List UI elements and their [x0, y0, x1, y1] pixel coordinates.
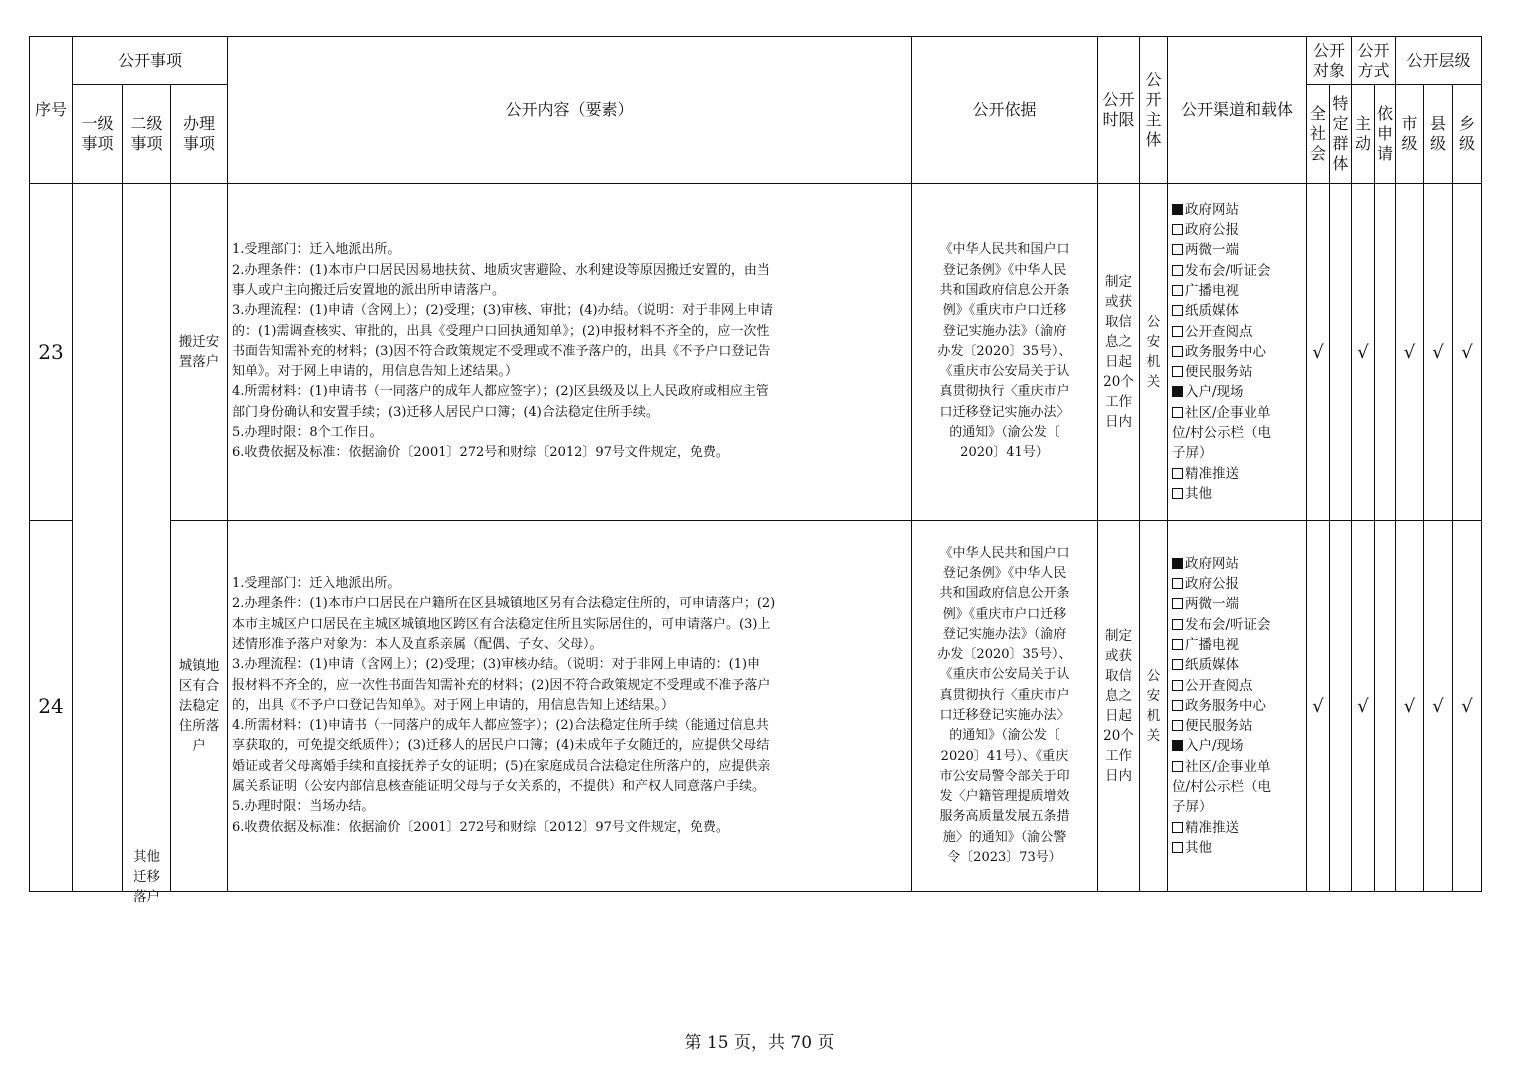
basis-cell — [912, 184, 1098, 521]
label-line: 动 — [1354, 134, 1371, 153]
header-level-city — [1396, 85, 1424, 184]
time-limit-cell — [1098, 184, 1140, 521]
checked-box-icon — [1172, 204, 1183, 215]
empty-box-icon — [1172, 842, 1183, 853]
header-level-county — [1424, 85, 1453, 184]
stacked-label — [1355, 114, 1371, 154]
text-line: 3.办理流程：(1)申请（含网上）；(2)受理；(3)审核、审批；(4)办结。（说明：对于非网上申请 — [232, 303, 774, 319]
table-row — [30, 521, 1482, 892]
empty-box-icon — [1172, 366, 1183, 377]
label-line: 安 — [1146, 687, 1161, 704]
label-line: 息之 — [1105, 687, 1132, 704]
channel-option — [1172, 716, 1306, 736]
header-public-items: 公开事项 — [73, 37, 228, 85]
level1-cell — [73, 184, 123, 892]
header-target-all — [1307, 85, 1330, 184]
channel-label: 便民服务站 — [1185, 718, 1253, 735]
text-line: 5.办理时限：8个工作日。 — [232, 425, 383, 441]
check-method-active: √ — [1352, 184, 1375, 521]
label-line: 其他 — [133, 849, 160, 865]
header-level1 — [73, 85, 123, 184]
label-line: 搬迁安 — [178, 333, 220, 350]
stacked-label — [1332, 94, 1348, 174]
label-line: 依 — [1376, 104, 1393, 123]
text-line: 4.所需材料：(1)申请书（一同落户的成年人都应签字）；(2)合法稳定住所手续（能通过信息共 — [232, 718, 769, 734]
empty-box-icon — [1172, 244, 1183, 255]
checked-box-icon — [1172, 558, 1183, 569]
stacked-label — [1310, 104, 1326, 164]
label-line: 方式 — [1357, 60, 1390, 80]
empty-box-icon — [1172, 700, 1183, 711]
empty-box-icon — [1172, 578, 1183, 589]
channel-label: 精准推送 — [1185, 819, 1239, 836]
channel-option — [1172, 736, 1306, 756]
label-line: 城镇地 — [178, 657, 220, 674]
label-line: 事项 — [182, 134, 215, 153]
header-seq: 序号 — [30, 37, 73, 184]
empty-box-icon — [1172, 598, 1183, 609]
channel-option — [1172, 403, 1306, 423]
channel-option — [1172, 615, 1306, 635]
check-method-active: √ — [1352, 521, 1375, 892]
stacked-label — [1103, 626, 1134, 786]
empty-box-icon — [1172, 720, 1183, 731]
channel-option — [1172, 777, 1306, 797]
text-line: 的：(1)需调查核实、审批的，出具《受理户口回执通知单》；(2)申报材料不齐全的，应一次性 — [232, 323, 770, 339]
handle-item — [171, 184, 228, 521]
channel-label: 纸质媒体 — [1185, 303, 1239, 320]
label-line: 机 — [1146, 353, 1161, 370]
stacked-label — [1103, 272, 1134, 432]
channel-option — [1172, 818, 1306, 838]
text-line: 2.办理条件：(1)本市户口居民在户籍所在区县城镇地区另有合法稳定住所的，可申请落户；(2) — [232, 596, 776, 612]
channel-option — [1172, 443, 1306, 463]
label-line: 公开 — [1102, 90, 1135, 109]
label-line: 取信 — [1105, 667, 1132, 684]
channel-option — [1172, 200, 1306, 220]
empty-box-icon — [1172, 346, 1183, 357]
text-line: 办发〔2020〕35号）、 — [937, 343, 1072, 359]
header-method-request — [1375, 85, 1396, 184]
label-line: 机 — [1146, 707, 1161, 724]
header-subject — [1140, 37, 1168, 184]
level2-cell — [123, 184, 171, 905]
check-target-all: √ — [1307, 521, 1330, 892]
label-line: 级 — [1401, 134, 1418, 153]
channel-label: 政府公报 — [1185, 576, 1239, 593]
channel-label: 位/村公示栏（电 — [1172, 779, 1272, 796]
text-line: 的通知》（渝公发〔 — [949, 728, 1060, 744]
channel-option — [1172, 635, 1306, 655]
channel-label: 公开查阅点 — [1185, 677, 1253, 694]
channel-option — [1172, 220, 1306, 240]
text-line: 2020〕41号） — [960, 445, 1049, 461]
label-line: 工作 — [1105, 747, 1132, 764]
check-level-town: √ — [1453, 521, 1482, 892]
check-target-specific — [1330, 184, 1352, 521]
channel-option — [1172, 838, 1306, 858]
label-line: 20个 — [1103, 727, 1134, 744]
label-line: 县 — [1429, 114, 1446, 133]
channel-option — [1172, 797, 1306, 817]
channel-option — [1172, 757, 1306, 777]
text-line: 1.受理部门：迁入地派出所。 — [232, 576, 401, 592]
header-method — [1352, 37, 1396, 85]
empty-box-icon — [1172, 305, 1183, 316]
channel-cell — [1168, 521, 1307, 892]
stacked-label — [1147, 312, 1161, 392]
text-line: 6.收费依据及标准：依据渝价〔2001〕272号和财综〔2012〕97号文件规定，免费。 — [232, 445, 729, 461]
row-seq: 24 — [30, 521, 73, 892]
header-basis: 公开依据 — [912, 37, 1098, 184]
subject-cell — [1140, 521, 1168, 892]
channel-option — [1172, 382, 1306, 402]
label-line: 办理 — [182, 114, 215, 133]
stacked-label — [1147, 666, 1161, 746]
label-line: 日内 — [1105, 767, 1132, 784]
stacked-label — [1102, 90, 1134, 130]
text-line: 真贯彻执行〈重庆市户 — [939, 384, 1070, 400]
empty-box-icon — [1172, 639, 1183, 650]
text-line: 书面告知需补充的材料；(3)因不符合政策规定不受理或不准予落户的，出具《不予户口登记告 — [232, 343, 771, 359]
label-line: 工作 — [1105, 393, 1132, 410]
channel-option — [1172, 362, 1306, 382]
label-line: 日内 — [1105, 413, 1132, 430]
stacked-label — [1377, 104, 1393, 164]
label-line: 迁移 — [133, 869, 160, 885]
text-line: 办发〔2020〕35号）、 — [937, 647, 1072, 663]
channel-cell — [1168, 184, 1307, 521]
header-method-active — [1352, 85, 1375, 184]
empty-box-icon — [1172, 326, 1183, 337]
text-line: 6.收费依据及标准：依据渝价〔2001〕272号和财综〔2012〕97号文件规定，免费。 — [232, 819, 729, 835]
channel-option — [1172, 484, 1306, 504]
checked-box-icon — [1172, 386, 1183, 397]
channel-label: 社区/企事业单 — [1185, 404, 1271, 421]
label-line: 请 — [1376, 144, 1393, 163]
label-line: 对象 — [1312, 60, 1345, 80]
channel-option — [1172, 322, 1306, 342]
label-line: 制定 — [1105, 627, 1132, 644]
header-content: 公开内容（要素） — [228, 37, 912, 184]
empty-box-icon — [1172, 822, 1183, 833]
channel-label: 政务服务中心 — [1185, 697, 1266, 714]
channel-option — [1172, 464, 1306, 484]
text-line: 事人或户主向搬迁后安置地的派出所申请落户。 — [232, 282, 506, 298]
text-line: 享获取的，可免提交纸质件）；(3)迁移人的居民户口簿；(4)未成年子女随迁的，应提供父母结 — [232, 738, 770, 754]
subject-cell — [1140, 184, 1168, 521]
channel-label: 纸质媒体 — [1185, 657, 1239, 674]
label-line: 取信 — [1105, 313, 1132, 330]
empty-box-icon — [1172, 680, 1183, 691]
empty-box-icon — [1172, 407, 1183, 418]
text-line: 的，出具《不予户口登记告知单》。对于网上申请的，用信息告知上述结果。） — [232, 697, 675, 713]
label-line: 户 — [192, 737, 206, 754]
label-line: 主 — [1354, 114, 1371, 133]
label-line: 全 — [1309, 104, 1326, 123]
stacked-label — [183, 114, 215, 154]
stacked-label — [133, 847, 160, 907]
check-level-county: √ — [1424, 184, 1453, 521]
header-time-limit — [1098, 37, 1140, 184]
text-line: 属关系证明（公安内部信息核查能证明父母与子女关系的，不提供）和产权人同意落户手续。 — [232, 779, 766, 795]
label-line: 群 — [1332, 134, 1349, 153]
channel-label: 政府公报 — [1185, 222, 1239, 239]
label-line: 法稳定 — [178, 697, 220, 714]
text-line: 《中华人民共和国户口 — [939, 545, 1070, 561]
text-line: 《重庆市公安局关于认 — [939, 364, 1070, 380]
empty-box-icon — [1172, 224, 1183, 235]
channel-label: 社区/企事业单 — [1185, 758, 1271, 775]
channel-option — [1172, 676, 1306, 696]
channel-label: 精准推送 — [1185, 465, 1239, 482]
second-level-label — [123, 847, 170, 905]
text-line: 共和国政府信息公开条 — [939, 282, 1070, 298]
label-line: 公 — [1146, 313, 1161, 330]
text-line: 真贯彻执行〈重庆市户 — [939, 687, 1070, 703]
check-level-town: √ — [1453, 184, 1482, 521]
text-line: 知单》。对于网上申请的，用信息告知上述结果。） — [232, 364, 519, 380]
label-line: 级 — [1429, 134, 1446, 153]
check-target-specific — [1330, 521, 1352, 892]
header-row-1 — [30, 37, 1482, 85]
label-line: 公 — [1146, 667, 1161, 684]
channel-label: 政府网站 — [1185, 201, 1239, 218]
channel-option — [1172, 655, 1306, 675]
check-target-all: √ — [1307, 184, 1330, 521]
label-line: 级 — [1458, 134, 1475, 153]
empty-box-icon — [1172, 265, 1183, 276]
label-line: 日起 — [1105, 353, 1132, 370]
channel-option — [1172, 594, 1306, 614]
channel-label: 政府网站 — [1185, 555, 1239, 572]
text-line: 4.所需材料：(1)申请书（一同落户的成年人都应签字）；(2)区县级及以上人民政府或相应主管 — [232, 384, 769, 400]
text-line: 登记条例》《中华人民 — [942, 565, 1067, 581]
channel-label: 子屏） — [1172, 445, 1213, 462]
text-line: 本市主城区户口居民在主城区城镇地区跨区有合法稳定住所且实际居住的，可申请落户。(3)上 — [232, 616, 771, 632]
text-line: 共和国政府信息公开条 — [939, 586, 1070, 602]
empty-box-icon — [1172, 468, 1183, 479]
channel-option — [1172, 423, 1306, 443]
channel-label: 公开查阅点 — [1185, 323, 1253, 340]
stacked-label — [1357, 41, 1389, 81]
text-line: 登记实施办法》（渝府 — [942, 323, 1067, 339]
stacked-label — [179, 332, 220, 372]
check-level-county: √ — [1424, 521, 1453, 892]
table-row — [30, 184, 1482, 521]
text-line: 2.办理条件：(1)本市户口居民因易地扶贫、地质灾害避险、水利建设等原因搬迁安置的，由当 — [232, 262, 770, 278]
header-level-town — [1453, 85, 1482, 184]
disclosure-table — [29, 36, 1482, 905]
label-line: 会 — [1309, 144, 1326, 163]
basis-cell — [912, 521, 1098, 892]
stacked-label — [1145, 70, 1161, 150]
text-line: 1.受理部门：迁入地派出所。 — [232, 242, 401, 258]
channel-label: 其他 — [1185, 839, 1212, 856]
label-line: 社 — [1309, 124, 1326, 143]
text-line: 例》《重庆市户口迁移 — [942, 606, 1067, 622]
label-line: 主 — [1145, 110, 1162, 129]
stacked-label — [179, 656, 220, 756]
label-line: 安 — [1146, 333, 1161, 350]
channel-label: 两微一端 — [1185, 242, 1239, 259]
label-line: 关 — [1146, 373, 1161, 390]
page-footer: 第 15 页，共 70 页 — [684, 1033, 835, 1053]
row-seq: 23 — [30, 184, 73, 521]
label-line: 二级 — [130, 114, 163, 133]
channel-label: 入户/现场 — [1185, 738, 1244, 755]
text-line: 5.办理时限：当场办结。 — [232, 799, 375, 815]
label-line: 申 — [1376, 124, 1393, 143]
text-line: 口迁移登记实施办法〉 — [939, 404, 1070, 420]
label-line: 时限 — [1102, 110, 1135, 129]
text-line: 发〈户籍管理提质增效 — [939, 789, 1070, 805]
channel-option — [1172, 240, 1306, 260]
channel-label: 子屏） — [1172, 799, 1213, 816]
channel-option — [1172, 301, 1306, 321]
text-line: 施〉的通知》（渝公警 — [942, 829, 1067, 845]
text-line: 部门身份确认和安置手续；(3)迁移人居民户口簿；(4)合法稳定住所手续。 — [232, 404, 659, 420]
text-line: 的通知》（渝公发〔 — [949, 425, 1060, 441]
empty-box-icon — [1172, 659, 1183, 670]
header-level2 — [123, 85, 171, 184]
header-target — [1307, 37, 1352, 85]
header-channel: 公开渠道和载体 — [1168, 37, 1307, 184]
content-cell — [228, 521, 912, 892]
handle-item — [171, 521, 228, 892]
stacked-label — [1459, 114, 1475, 154]
label-line: 开 — [1145, 90, 1162, 109]
label-line: 定 — [1332, 114, 1349, 133]
channel-label: 入户/现场 — [1185, 384, 1244, 401]
label-line: 制定 — [1105, 273, 1132, 290]
channel-label: 广播电视 — [1185, 282, 1239, 299]
label-line: 体 — [1145, 130, 1162, 149]
check-level-city: √ — [1396, 184, 1424, 521]
text-line: 3.办理流程：(1)申请（含网上）；(2)受理；(3)审核办结。（说明：对于非网上申请的：(1)申 — [232, 657, 761, 673]
empty-box-icon — [1172, 488, 1183, 499]
label-line: 市 — [1401, 114, 1418, 133]
text-line: 《重庆市公安局关于认 — [939, 667, 1070, 683]
label-line: 息之 — [1105, 333, 1132, 350]
text-line: 登记条例》《中华人民 — [942, 262, 1067, 278]
channel-label: 政务服务中心 — [1185, 343, 1266, 360]
label-line: 乡 — [1458, 114, 1475, 133]
text-line: 报材料不齐全的，应一次性书面告知需补充的材料；(2)因不符合政策规定不受理或不准予落户 — [232, 677, 771, 693]
check-method-request — [1375, 521, 1396, 892]
channel-option — [1172, 574, 1306, 594]
label-line: 落户 — [133, 889, 160, 905]
label-line: 置落户 — [178, 353, 220, 370]
empty-box-icon — [1172, 619, 1183, 630]
channel-label: 位/村公示栏（电 — [1172, 425, 1272, 442]
text-line: 市公安局警令部关于印 — [939, 768, 1070, 784]
text-line: 服务高质量发展五条措 — [939, 809, 1070, 825]
text-line: 例》《重庆市户口迁移 — [942, 303, 1067, 319]
channel-option — [1172, 696, 1306, 716]
stacked-label — [81, 114, 113, 154]
label-line: 公开 — [1312, 40, 1345, 60]
empty-box-icon — [1172, 285, 1183, 296]
stacked-label — [130, 114, 162, 154]
label-line: 公 — [1145, 70, 1162, 89]
channel-label: 发布会/听证会 — [1185, 616, 1271, 633]
label-line: 一级 — [81, 114, 114, 133]
label-line: 公开 — [1357, 40, 1390, 60]
channel-label: 其他 — [1185, 485, 1212, 502]
channel-option — [1172, 281, 1306, 301]
text-line: 令〔2023〕73号） — [947, 850, 1062, 866]
header-target-specific — [1330, 85, 1352, 184]
label-line: 体 — [1332, 154, 1349, 173]
label-line: 或获 — [1105, 647, 1132, 664]
label-line: 日起 — [1105, 707, 1132, 724]
text-line: 2020〕41号）、《重庆 — [940, 748, 1069, 764]
label-line: 事项 — [81, 134, 114, 153]
channel-label: 两微一端 — [1185, 596, 1239, 613]
channel-label: 发布会/听证会 — [1185, 262, 1271, 279]
time-limit-cell — [1098, 521, 1140, 892]
stacked-label — [1430, 114, 1446, 154]
check-method-request — [1375, 184, 1396, 521]
content-cell — [228, 184, 912, 521]
stacked-label — [1313, 41, 1345, 81]
channel-label: 广播电视 — [1185, 636, 1239, 653]
text-line: 登记实施办法》（渝府 — [942, 626, 1067, 642]
empty-box-icon — [1172, 761, 1183, 772]
label-line: 住所落 — [178, 717, 220, 734]
header-level: 公开层级 — [1396, 37, 1482, 85]
channel-label: 便民服务站 — [1185, 364, 1253, 381]
stacked-label — [1401, 114, 1417, 154]
text-line: 《中华人民共和国户口 — [939, 242, 1070, 258]
label-line: 20个 — [1103, 373, 1134, 390]
check-level-city: √ — [1396, 521, 1424, 892]
label-line: 区有合 — [178, 677, 220, 694]
label-line: 关 — [1146, 727, 1161, 744]
label-line: 事项 — [130, 134, 163, 153]
text-line: 口迁移登记实施办法〉 — [939, 708, 1070, 723]
text-line: 述情形准予落户对象为：本人及直系亲属（配偶、子女、父母）。 — [232, 636, 603, 652]
text-line: 婚证或者父母离婚手续和直接抚养子女的证明；(5)在家庭成员合法稳定住所落户的，应提供亲 — [232, 758, 771, 774]
channel-option — [1172, 261, 1306, 281]
header-handle — [171, 85, 228, 184]
label-line: 特 — [1332, 94, 1349, 113]
checked-box-icon — [1172, 740, 1183, 751]
label-line: 或获 — [1105, 293, 1132, 310]
channel-option — [1172, 342, 1306, 362]
channel-option — [1172, 554, 1306, 574]
